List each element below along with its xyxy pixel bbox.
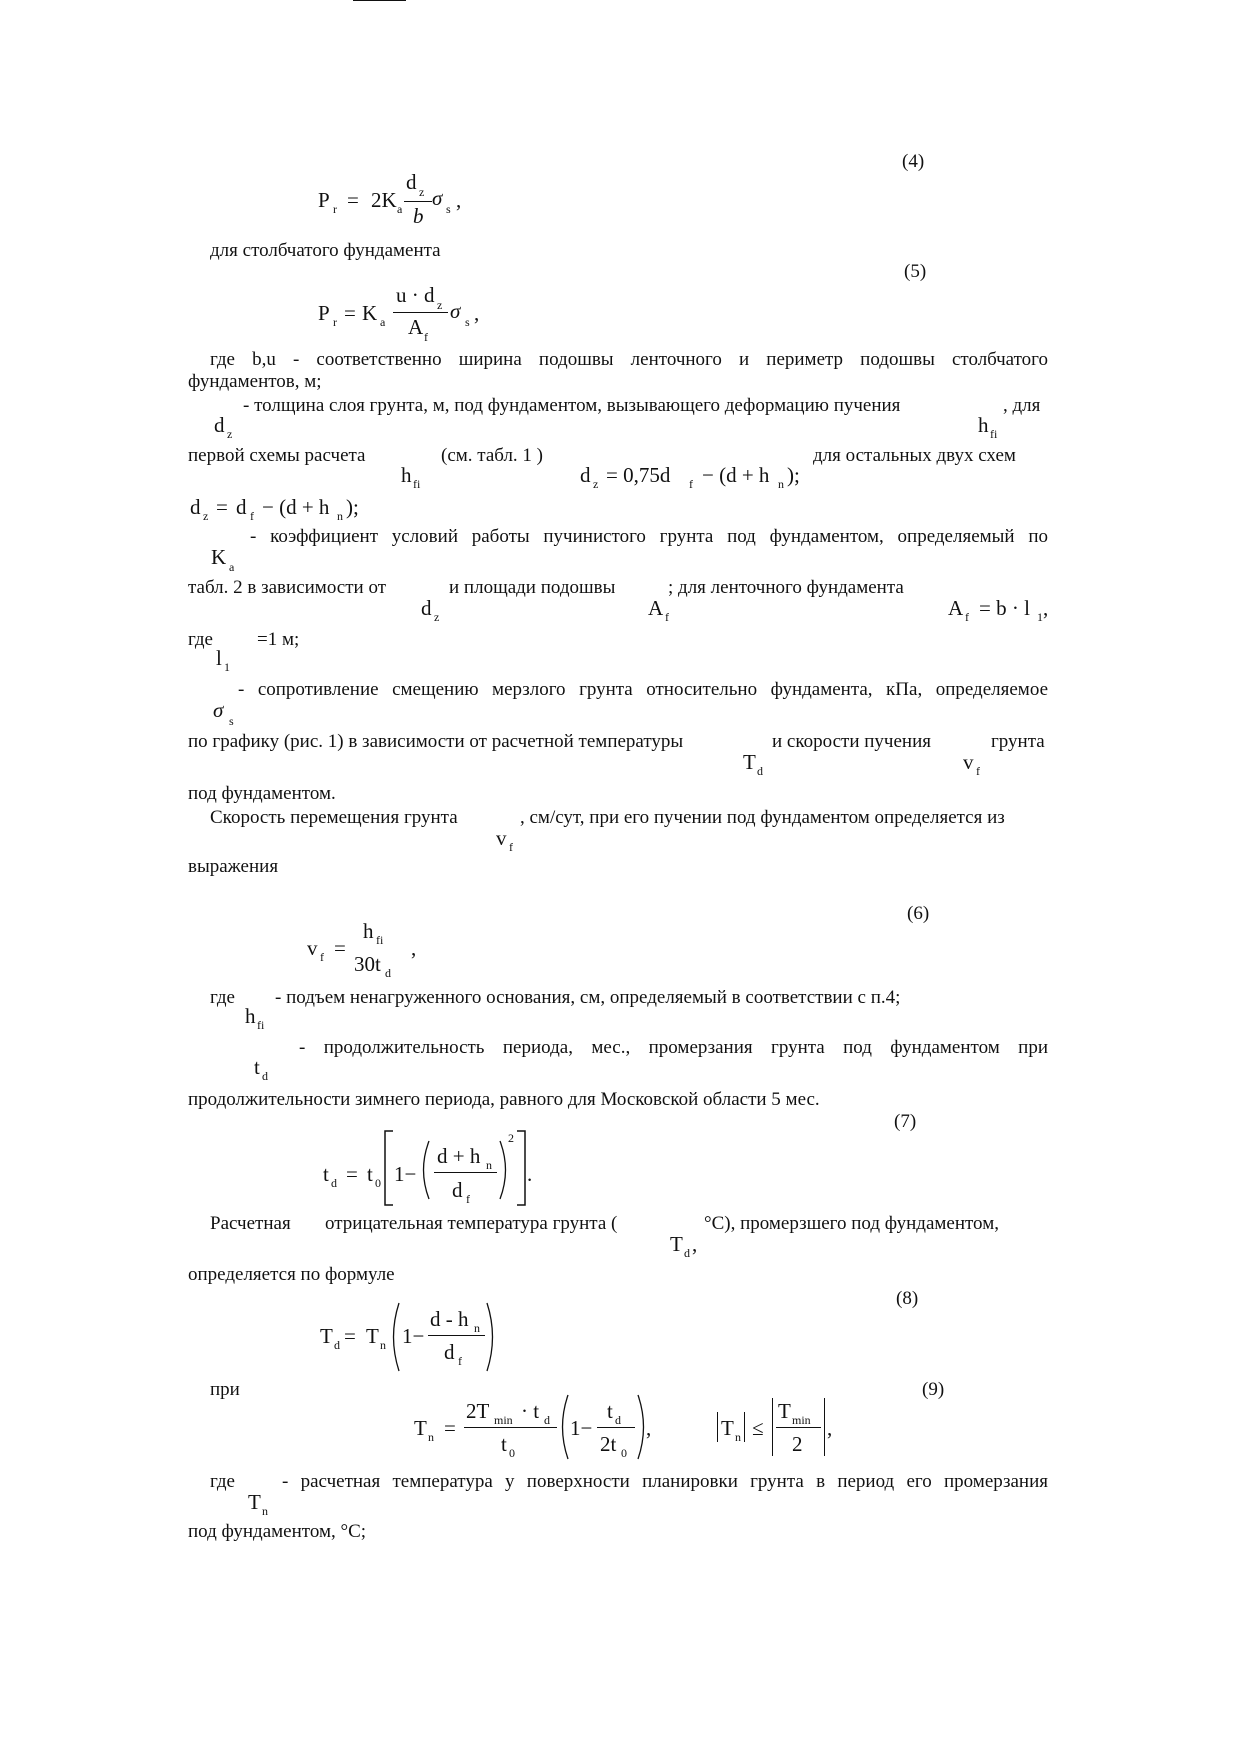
text-line: - толщина слоя грунта, м, под фундаментом, вызывающего деформацию пучения <box>243 395 901 416</box>
text-line: первой схемы расчета <box>188 445 366 466</box>
text-line: - продолжительность периода, мес., промерзания грунта под фундаментом при <box>299 1037 1048 1058</box>
text-line: =1 м; <box>257 629 300 650</box>
text-line: по графику (рис. 1) в зависимости от расчетной температуры <box>188 731 684 752</box>
text-line: где <box>210 987 235 1008</box>
text-line: фундаментов, м; <box>188 371 322 392</box>
text-line: , см/сут, при его пучении под фундаментом определяется из <box>520 807 1005 828</box>
text-line: при <box>210 1379 240 1400</box>
text-line: отрицательная температура грунта ( <box>325 1213 618 1234</box>
text-line: под фундаментом, °С; <box>188 1521 367 1542</box>
math-symbol: h <box>978 413 989 437</box>
text-line: °С), промерзшего под фундаментом, <box>704 1213 999 1234</box>
text-line: под фундаментом. <box>188 783 336 804</box>
text-line: - коэффициент условий работы пучинистого грунта под фундаментом, определяемый по <box>250 526 1048 547</box>
text-line: и скорости пучения <box>772 731 931 752</box>
text-line: (см. табл. 1 ) <box>441 445 544 466</box>
text-line: где <box>188 629 213 650</box>
math-symbol: K <box>211 545 227 569</box>
text-line: - подъем ненагруженного основания, см, определяемый в соответствии с п.4; <box>275 987 901 1008</box>
text-line: и площади подошвы <box>449 577 616 598</box>
text-line: грунта <box>991 731 1045 752</box>
equation-number: (4) <box>902 151 925 172</box>
text-line: где b,u - соответственно ширина подошвы ленточного и периметр подошвы столбчатого <box>210 349 1048 370</box>
text-line: - сопротивление смещению мерзлого грунта относительно фундамента, кПа, определяемое <box>238 679 1048 700</box>
text-line: для остальных двух схем <box>813 445 1016 466</box>
text-line: - расчетная температура у поверхности планировки грунта в период его промерзания <box>282 1471 1048 1492</box>
text-line: Расчетная <box>210 1213 291 1234</box>
text-line: ; для ленточного фундамента <box>668 577 904 598</box>
equation-number: (6) <box>907 903 930 924</box>
text-line: , для <box>1003 395 1041 416</box>
text-line: табл. 2 в зависимости от <box>188 577 386 598</box>
math-symbol: d <box>214 413 225 437</box>
text-line: выражения <box>188 856 279 877</box>
text-line: продолжительности зимнего периода, равного для Московской области 5 мес. <box>188 1089 820 1110</box>
equation-number: (5) <box>904 261 927 282</box>
equation-number: (7) <box>894 1111 917 1132</box>
text-line: для столбчатого фундамента <box>210 240 441 261</box>
equation-number: (9) <box>922 1379 945 1400</box>
text-line: определяется по формуле <box>188 1264 395 1285</box>
equation-number: (8) <box>896 1288 919 1309</box>
math-symbol: h <box>401 463 412 487</box>
text-line: где <box>210 1471 235 1492</box>
text-line: Скорость перемещения грунта <box>210 807 458 828</box>
